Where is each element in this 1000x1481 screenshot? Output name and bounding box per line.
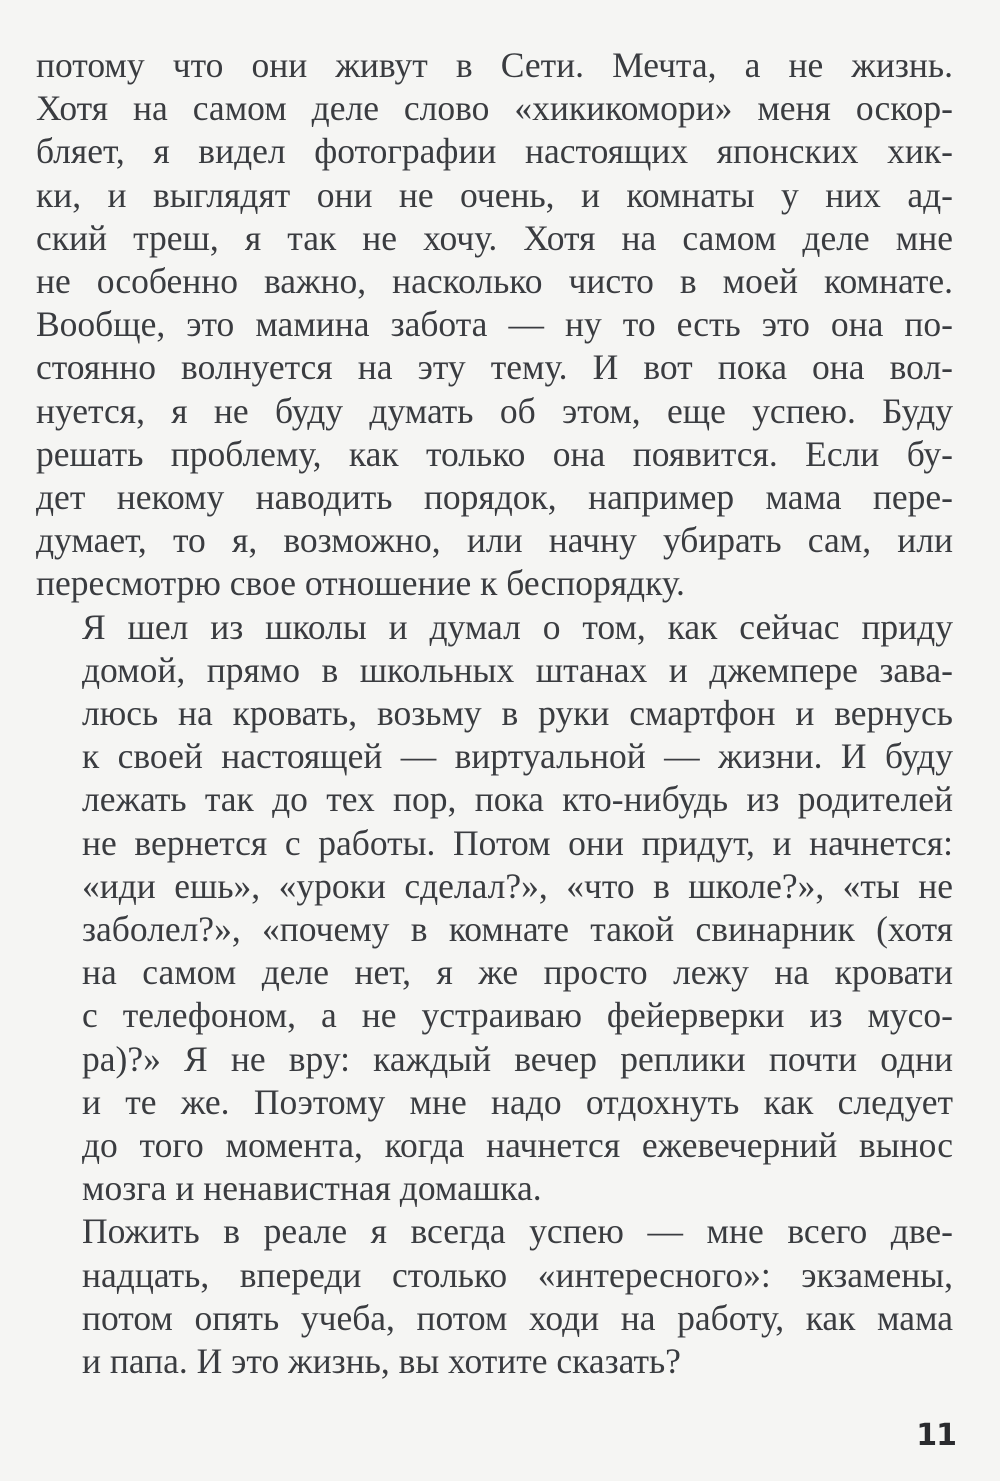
- text-line: решать проблему, как только она появится. Если бу-: [36, 433, 953, 474]
- text-line: мозга и ненавистная домашка.: [82, 1168, 542, 1209]
- text-line: бляет, я видел фотографии настоящих японских хик-: [36, 131, 953, 172]
- text-line: к своей настоящей — виртуальной — жизни. И буду: [82, 736, 953, 777]
- paragraph: [36, 606, 953, 1211]
- text-line: заболел?», «почему в комнате такой свинарник (хотя: [82, 909, 953, 950]
- page-number: 11: [916, 1418, 956, 1453]
- text-line: ра)?» Я не вру: каждый вечер реплики почти одни: [82, 1038, 953, 1079]
- body-text: [36, 44, 953, 1383]
- text-line: до того момента, когда начнется ежевечерний вынос: [82, 1125, 953, 1166]
- paragraph: [36, 44, 953, 606]
- text-line: нуется, я не буду думать об этом, еще успею. Буду: [36, 390, 953, 431]
- text-line: Вообще, это мамина забота — ну то есть это она по-: [36, 304, 953, 345]
- text-line: Пожить в реале я всегда успею — мне всего две-: [82, 1211, 953, 1252]
- text-line: на самом деле нет, я же просто лежу на кровати: [82, 952, 953, 993]
- paragraph: [36, 1210, 953, 1383]
- text-line: дет некому наводить порядок, например мама пере-: [36, 477, 953, 518]
- text-line: лежать так до тех пор, пока кто-нибудь из родителей: [82, 779, 953, 820]
- text-line: думает, то я, возможно, или начну убирать сам, или: [36, 520, 953, 561]
- text-line: и папа. И это жизнь, вы хотите сказать?: [82, 1341, 681, 1382]
- text-line: ский треш, я так не хочу. Хотя на самом деле мне: [36, 217, 953, 258]
- text-line: домой, прямо в школьных штанах и джемпере зава-: [82, 649, 953, 690]
- text-line: ки, и выглядят они не очень, и комнаты у них ад-: [36, 174, 953, 215]
- text-line: люсь на кровать, возьму в руки смартфон и вернусь: [82, 693, 953, 734]
- text-line: «иди ешь», «уроки сделал?», «что в школе?», «ты не: [82, 865, 953, 906]
- text-line: с телефоном, а не устраиваю фейерверки из мусо-: [82, 995, 953, 1036]
- text-line: не вернется с работы. Потом они придут, и начнется:: [82, 822, 953, 863]
- text-line: Я шел из школы и думал о том, как сейчас приду: [82, 606, 953, 647]
- text-line: не особенно важно, насколько чисто в моей комнате.: [36, 261, 953, 302]
- text-line: пересмотрю свое отношение к беспорядку.: [36, 563, 685, 604]
- text-line: Хотя на самом деле слово «хикикомори» меня оскор-: [36, 88, 953, 129]
- text-line: потому что они живут в Сети. Мечта, а не жизнь.: [36, 45, 953, 85]
- text-line: надцать, впереди столько «интересного»: экзамены,: [82, 1254, 953, 1295]
- text-line: потом опять учеба, потом ходи на работу, как мама: [82, 1297, 953, 1338]
- text-line: и те же. Поэтому мне надо отдохнуть как следует: [82, 1081, 953, 1122]
- text-line: стоянно волнуется на эту тему. И вот пока она вол-: [36, 347, 953, 388]
